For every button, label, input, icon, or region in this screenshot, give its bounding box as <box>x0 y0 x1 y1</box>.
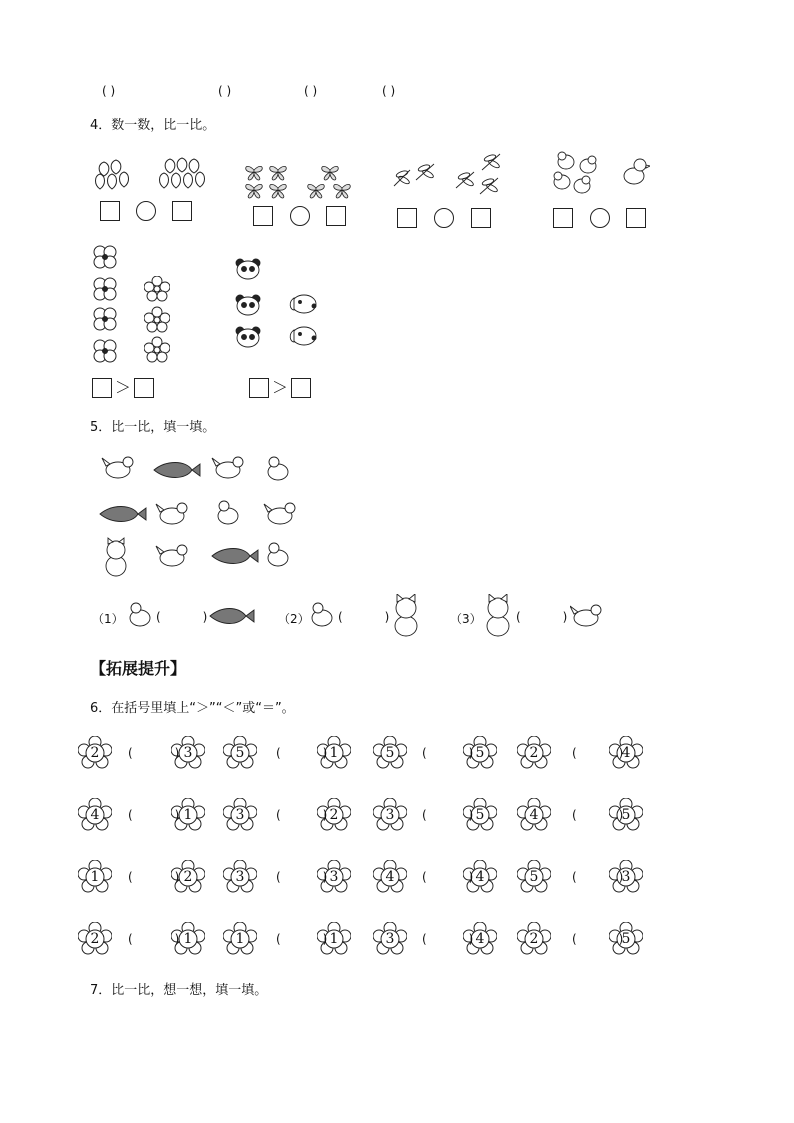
answer-paren[interactable]: ( ) <box>572 746 624 760</box>
count-box[interactable] <box>553 208 573 228</box>
answer-paren[interactable]: ( ) <box>304 84 318 98</box>
flower-number: 1 <box>329 745 339 761</box>
flower-number: 5 <box>529 869 539 885</box>
number-flower <box>517 736 551 770</box>
number-flower <box>78 798 112 832</box>
count-box[interactable] <box>92 378 112 398</box>
number-flower <box>223 798 257 832</box>
question-5-title: 5．比一比，填一填。 <box>90 420 216 435</box>
answer-paren[interactable]: ( ) <box>338 610 390 624</box>
count-box[interactable] <box>326 206 346 226</box>
flower-number: 4 <box>529 807 539 823</box>
flower-number: 1 <box>183 931 193 947</box>
flower-number: 2 <box>529 745 539 761</box>
prompt-number: （2） <box>278 612 310 626</box>
number-flower <box>78 736 112 770</box>
flower-number: 3 <box>621 869 631 885</box>
flower-number: 5 <box>621 931 631 947</box>
answer-paren[interactable]: ( ) <box>572 808 624 822</box>
strawberry-icon <box>94 158 130 192</box>
answer-paren[interactable]: ( ) <box>102 84 116 98</box>
answer-paren[interactable]: ( ) <box>276 746 328 760</box>
flower-number: 2 <box>90 745 100 761</box>
dragonfly-icon <box>452 150 504 196</box>
flower-number: 3 <box>183 745 193 761</box>
answer-paren[interactable]: ( ) <box>276 932 328 946</box>
flower-number: 5 <box>621 807 631 823</box>
dog-icon <box>288 292 318 352</box>
number-flower <box>373 798 407 832</box>
number-flower <box>223 860 257 894</box>
flower-number: 5 <box>385 745 395 761</box>
question-4-title: 4．数一数，比一比。 <box>90 118 216 133</box>
chick-icon <box>126 600 156 630</box>
greater-than-sign: ＞ <box>115 378 132 397</box>
answer-paren[interactable]: ( ) <box>276 870 328 884</box>
number-flower <box>78 860 112 894</box>
answer-paren[interactable]: ( ) <box>382 84 396 98</box>
count-box[interactable] <box>100 201 120 221</box>
dragonfly-icon <box>390 158 440 192</box>
answer-paren[interactable]: ( ) <box>572 870 624 884</box>
answer-paren[interactable]: ( ) <box>128 932 180 946</box>
cat-icon <box>482 594 516 638</box>
answer-paren[interactable]: ( ) <box>128 746 180 760</box>
count-box[interactable] <box>249 378 269 398</box>
flower-number: 3 <box>329 869 339 885</box>
answer-paren[interactable]: ( ) <box>156 610 208 624</box>
chick-icon <box>548 150 608 196</box>
animal-grid <box>96 450 306 580</box>
answer-paren[interactable]: ( ) <box>422 932 474 946</box>
flower-number: 1 <box>90 869 100 885</box>
number-flower <box>223 922 257 956</box>
chick-icon <box>308 600 338 630</box>
flower-number: 2 <box>529 931 539 947</box>
answer-paren[interactable]: ( ) <box>276 808 328 822</box>
count-box[interactable] <box>253 206 273 226</box>
fish-icon <box>208 604 256 628</box>
flower-number: 4 <box>475 869 485 885</box>
count-box[interactable] <box>172 201 192 221</box>
panda-icon <box>235 258 261 350</box>
flower-number: 4 <box>90 807 100 823</box>
number-flower <box>517 798 551 832</box>
count-box[interactable] <box>397 208 417 228</box>
count-box[interactable] <box>626 208 646 228</box>
question-7-title: 7．比一比，想一想，填一填。 <box>90 983 268 998</box>
greater-than-sign: ＞ <box>272 378 289 397</box>
compare-circle[interactable] <box>590 208 610 228</box>
compare-circle[interactable] <box>290 206 310 226</box>
flower-number: 2 <box>90 931 100 947</box>
answer-paren[interactable]: ( ) <box>422 808 474 822</box>
cat-icon <box>390 594 424 638</box>
strawberry-icon <box>156 156 206 192</box>
number-flower <box>373 736 407 770</box>
butterfly-icon <box>304 160 356 200</box>
flower-number: 3 <box>235 869 245 885</box>
count-box[interactable] <box>291 378 311 398</box>
flower-number: 1 <box>183 807 193 823</box>
count-box[interactable] <box>471 208 491 228</box>
number-flower <box>517 860 551 894</box>
flower-number: 1 <box>329 931 339 947</box>
answer-paren[interactable]: ( ) <box>128 808 180 822</box>
flower-number: 2 <box>183 869 193 885</box>
flower-number: 5 <box>235 745 245 761</box>
flower-number: 3 <box>385 807 395 823</box>
butterfly-icon <box>242 160 294 200</box>
number-flower <box>517 922 551 956</box>
chick-icon <box>620 156 650 188</box>
flower-number: 3 <box>235 807 245 823</box>
flower-number: 5 <box>475 807 485 823</box>
flower-number: 1 <box>235 931 245 947</box>
question-6-title: 6．在括号里填上“＞”“＜”或“＝”。 <box>90 701 295 716</box>
answer-paren[interactable]: ( ) <box>422 746 474 760</box>
number-flower <box>373 860 407 894</box>
small-flower-icon <box>144 276 170 364</box>
flower-number: 2 <box>329 807 339 823</box>
answer-paren[interactable]: ( ) <box>128 870 180 884</box>
prompt-number: （3） <box>450 612 482 626</box>
count-box[interactable] <box>134 378 154 398</box>
bird-icon <box>570 600 604 630</box>
number-flower <box>223 736 257 770</box>
flower-number: 5 <box>475 745 485 761</box>
flower-number: 4 <box>385 869 395 885</box>
flower-number: 4 <box>475 931 485 947</box>
number-flower <box>78 922 112 956</box>
flower-number: 3 <box>385 931 395 947</box>
section-heading: 【拓展提升】 <box>90 659 187 678</box>
prompt-number: （1） <box>92 612 124 626</box>
flower-number: 4 <box>621 745 631 761</box>
compare-circle[interactable] <box>136 201 156 221</box>
answer-paren[interactable]: ( ) <box>422 870 474 884</box>
four-petal-flower-icon <box>92 244 118 364</box>
answer-paren[interactable]: ( ) <box>572 932 624 946</box>
compare-circle[interactable] <box>434 208 454 228</box>
number-flower <box>373 922 407 956</box>
answer-paren[interactable]: ( ) <box>516 610 568 624</box>
answer-paren[interactable]: ( ) <box>218 84 232 98</box>
